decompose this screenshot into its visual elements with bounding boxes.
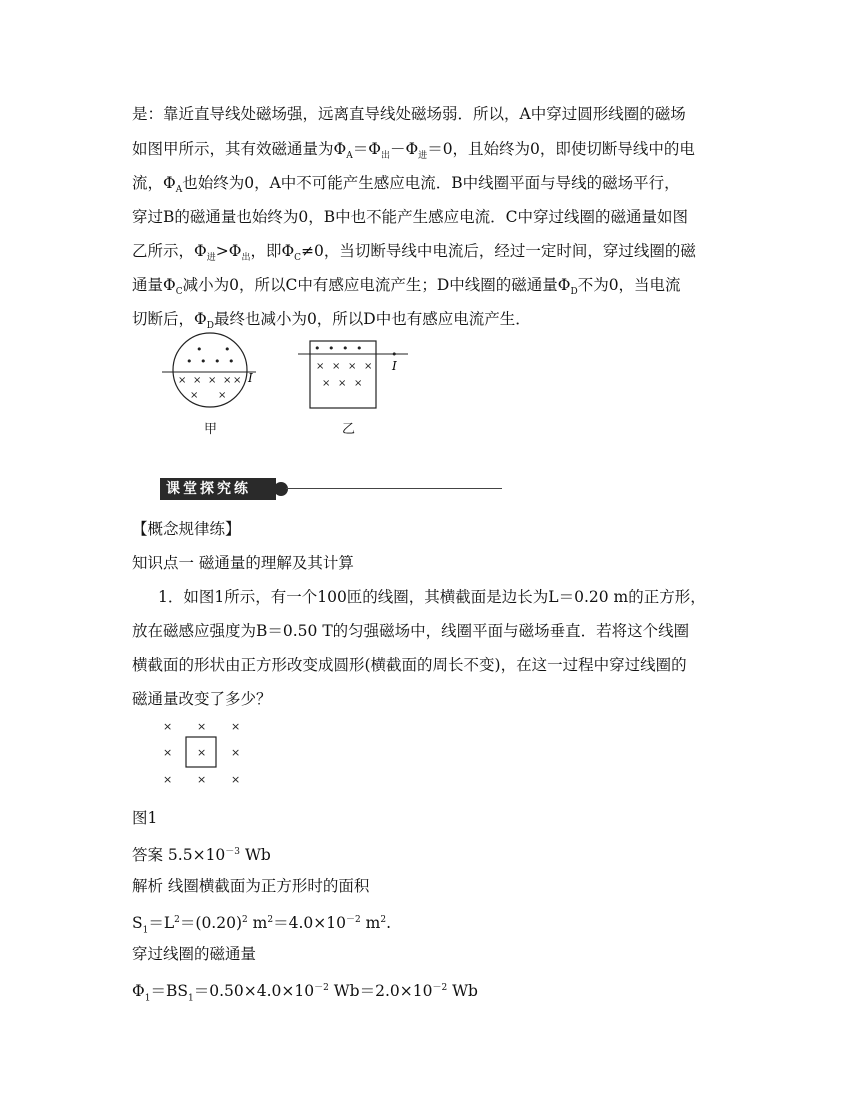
svg-text:×: × xyxy=(190,390,199,401)
svg-text:•: • xyxy=(328,342,335,355)
svg-text:•: • xyxy=(214,355,221,368)
section-banner xyxy=(160,478,500,500)
svg-text:×: × xyxy=(231,720,241,733)
banner-dot xyxy=(274,482,288,496)
svg-text:×: × xyxy=(197,746,207,759)
solution-line: $S_1=L^2=(0.20)^2$ $m^2=4.0\times 10^{-2}$ $m^2$. xyxy=(132,914,391,936)
svg-text:•: • xyxy=(196,343,203,356)
svg-text:×: × xyxy=(364,361,373,372)
banner-rule xyxy=(286,488,502,489)
svg-text:×: × xyxy=(197,773,207,786)
question-line: 磁通量改变了多少？ xyxy=(132,690,272,708)
svg-text:×: × xyxy=(348,361,357,372)
figure-yi xyxy=(296,334,416,414)
svg-text:•: • xyxy=(342,342,349,355)
svg-text:•: • xyxy=(228,355,235,368)
svg-text:×: × xyxy=(178,375,187,386)
text-line: 如图甲所示，其有效磁通量为$\Phi_A=\Phi_出-\Phi_进=0$，且始终为0，即使切断导线中的电 xyxy=(132,140,695,162)
solution-line: 穿过线圈的磁通量 xyxy=(132,945,257,963)
solution-line: $\Phi_1=BS_1=0.50\times 4.0\times 10^{-2}$ $Wb=2.0\times 10^{-2}$ Wb xyxy=(132,982,478,1004)
svg-text:×: × xyxy=(208,375,217,386)
current-label: I xyxy=(248,371,253,385)
text-line: 切断后，$\Phi_D$最终也减小为0，所以D中也有感应电流产生． xyxy=(132,310,531,332)
svg-text:×: × xyxy=(322,378,331,389)
svg-text:×: × xyxy=(231,773,241,786)
svg-text:×: × xyxy=(354,378,363,389)
figure-jia xyxy=(160,332,270,412)
text-line: 是：靠近直导线处磁场强，远离直导线处磁场弱．所以，A中穿过圆形线圈的磁场 xyxy=(132,105,686,123)
svg-text:×: × xyxy=(316,361,325,372)
svg-text:×: × xyxy=(197,720,207,733)
svg-text:×: × xyxy=(332,361,341,372)
topic-heading: 知识点一 磁通量的理解及其计算 xyxy=(132,554,354,572)
svg-text:×: × xyxy=(223,375,232,386)
svg-text:×: × xyxy=(163,746,173,759)
text-line: 穿过B的磁通量也始终为0，B中也不能产生感应电流．C中穿过线圈的磁通量如图 xyxy=(132,208,689,226)
svg-text:•: • xyxy=(314,342,321,355)
current-label: I xyxy=(392,359,397,373)
svg-text:•: • xyxy=(186,355,193,368)
svg-text:×: × xyxy=(338,378,347,389)
svg-text:×: × xyxy=(193,375,202,386)
figure-caption: 图1 xyxy=(132,809,158,827)
banner-title: 课堂探究练 xyxy=(160,478,276,500)
svg-text:•: • xyxy=(200,355,207,368)
svg-text:×: × xyxy=(231,746,241,759)
svg-text:×: × xyxy=(163,720,173,733)
svg-text:•: • xyxy=(391,348,398,361)
svg-text:×: × xyxy=(218,390,227,401)
svg-text:•: • xyxy=(224,343,231,356)
svg-text:×: × xyxy=(233,375,242,386)
question-line: 1．如图1所示，有一个100匝的线圈，其横截面是边长为L＝0.20 m的正方形， xyxy=(158,588,706,606)
text-line: 通量$\Phi_C$减小为0，所以C中有感应电流产生；D中线圈的磁通量$\Phi_D$不为0，当电流 xyxy=(132,276,681,298)
section-heading: 【概念规律练】 xyxy=(132,520,241,538)
answer-line: 答案 $5.5\times 10^{-3}$ Wb xyxy=(132,846,271,865)
text-line: 乙所示，$\Phi_进>\Phi_出$，即$\Phi_C\ne 0$，当切断导线中电流后，经过一定时间，穿过线圈的磁 xyxy=(132,242,696,264)
figure-1 xyxy=(158,716,248,788)
svg-text:×: × xyxy=(163,773,173,786)
solution-line: 解析 线圈横截面为正方形时的面积 xyxy=(132,877,370,895)
text-line: 流，$\Phi_A$也始终为0，A中不可能产生感应电流．B中线圈平面与导线的磁场平行， xyxy=(132,174,680,196)
question-line: 横截面的形状由正方形改变成圆形(横截面的周长不变)，在这一过程中穿过线圈的 xyxy=(132,656,687,674)
figure-caption: 甲 xyxy=(204,422,218,437)
question-line: 放在磁感应强度为B＝0.50 T的匀强磁场中，线圈平面与磁场垂直．若将这个线圈 xyxy=(132,622,690,640)
figure-caption: 乙 xyxy=(342,422,356,437)
svg-text:•: • xyxy=(356,342,363,355)
